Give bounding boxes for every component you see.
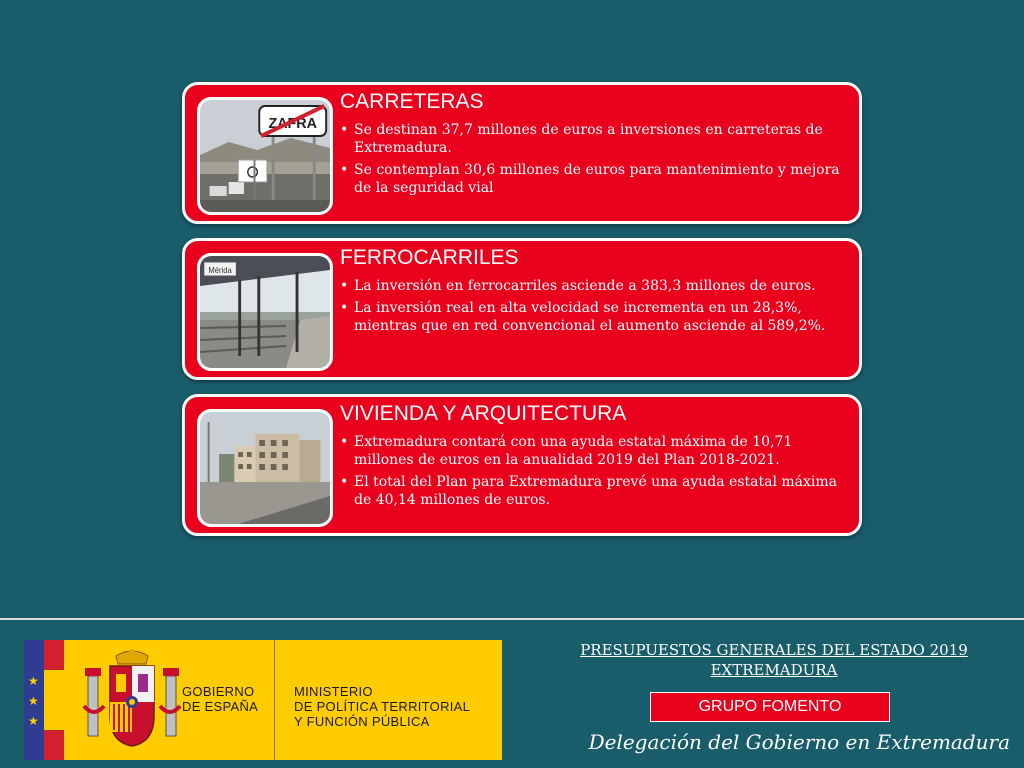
housing-photo [197, 409, 333, 527]
star-icon: ★ [28, 694, 39, 708]
bullet-marker: • [340, 474, 349, 490]
bullet-text: La inversión real en alta velocidad se incrementa en un 28,3%, mientras que en red convencional el aumento asciende al 589,2%. [354, 300, 826, 334]
ministerio-text [294, 684, 470, 729]
card-ferrocarriles-body [340, 245, 849, 339]
list-item [340, 299, 849, 335]
card-title: VIVIENDA Y ARQUITECTURA [340, 402, 627, 425]
grupo-fomento-badge: GRUPO FOMENTO [650, 692, 890, 722]
region-line: EXTREMADURA [710, 661, 838, 679]
logo-line: GOBIERNO [182, 684, 255, 699]
list-item [340, 121, 849, 157]
bullet-marker: • [340, 122, 349, 138]
bullet-text: La inversión en ferrocarriles asciende a 383,3 millones de euros. [354, 278, 816, 294]
bullet-marker: • [340, 300, 349, 316]
card-carreteras [182, 82, 862, 224]
card-vivienda-body [340, 401, 849, 513]
card-vivienda [182, 394, 862, 536]
bullet-text: Se destinan 37,7 millones de euros a inversiones en carreteras de Extremadura. [354, 122, 823, 156]
list-item [340, 473, 849, 509]
gobierno-text [182, 684, 258, 714]
logo-line: MINISTERIO [294, 684, 373, 699]
bullet-text: Extremadura contará con una ayuda estatal máxima de 10,71 millones de euros en la anualidad 2019 del Plan 2018-2021. [354, 434, 793, 468]
bullet-marker: • [340, 434, 349, 450]
star-icon: ★ [28, 674, 39, 688]
bullet-text: El total del Plan para Extremadura prevé una ayuda estatal máxima de 40,14 millones de euros. [354, 474, 837, 508]
spain-flag-band [44, 640, 64, 670]
bullet-list [340, 121, 849, 197]
bullet-marker: • [340, 278, 349, 294]
bullet-list [340, 277, 849, 335]
spain-flag-band [44, 670, 64, 730]
card-carreteras-body [340, 89, 849, 201]
card-title: CARRETERAS [340, 90, 484, 113]
list-item [340, 433, 849, 469]
star-icon: ★ [28, 714, 39, 728]
delegacion-title: Delegación del Gobierno en Extremadura [588, 730, 1010, 754]
presupuestos-line: PRESUPUESTOS GENERALES DEL ESTADO 2019 [580, 641, 968, 659]
logo-line: Y FUNCIÓN PÚBLICA [294, 714, 430, 729]
train-station-photo [197, 253, 333, 371]
coat-of-arms-icon [82, 646, 182, 754]
logo-line: DE POLÍTICA TERRITORIAL [294, 699, 471, 714]
logo-line: DE ESPAÑA [182, 699, 259, 714]
bullet-text: Se contemplan 30,6 millones de euros para mantenimiento y mejora de la seguridad vial [354, 162, 840, 196]
roads-photo [197, 97, 333, 215]
presupuestos-heading [540, 640, 1008, 680]
bullet-list [340, 433, 849, 509]
sign-zafra: ZAFRA [268, 115, 317, 133]
logo-separator [274, 640, 275, 760]
bullet-marker: • [340, 162, 349, 178]
card-title: FERROCARRILES [340, 246, 519, 269]
spain-flag-band [44, 730, 64, 760]
gobierno-logo [24, 640, 502, 760]
list-item [340, 161, 849, 197]
footer-divider [0, 618, 1024, 620]
card-ferrocarriles [182, 238, 862, 380]
station-sign: Mérida [208, 265, 232, 276]
list-item [340, 277, 849, 295]
